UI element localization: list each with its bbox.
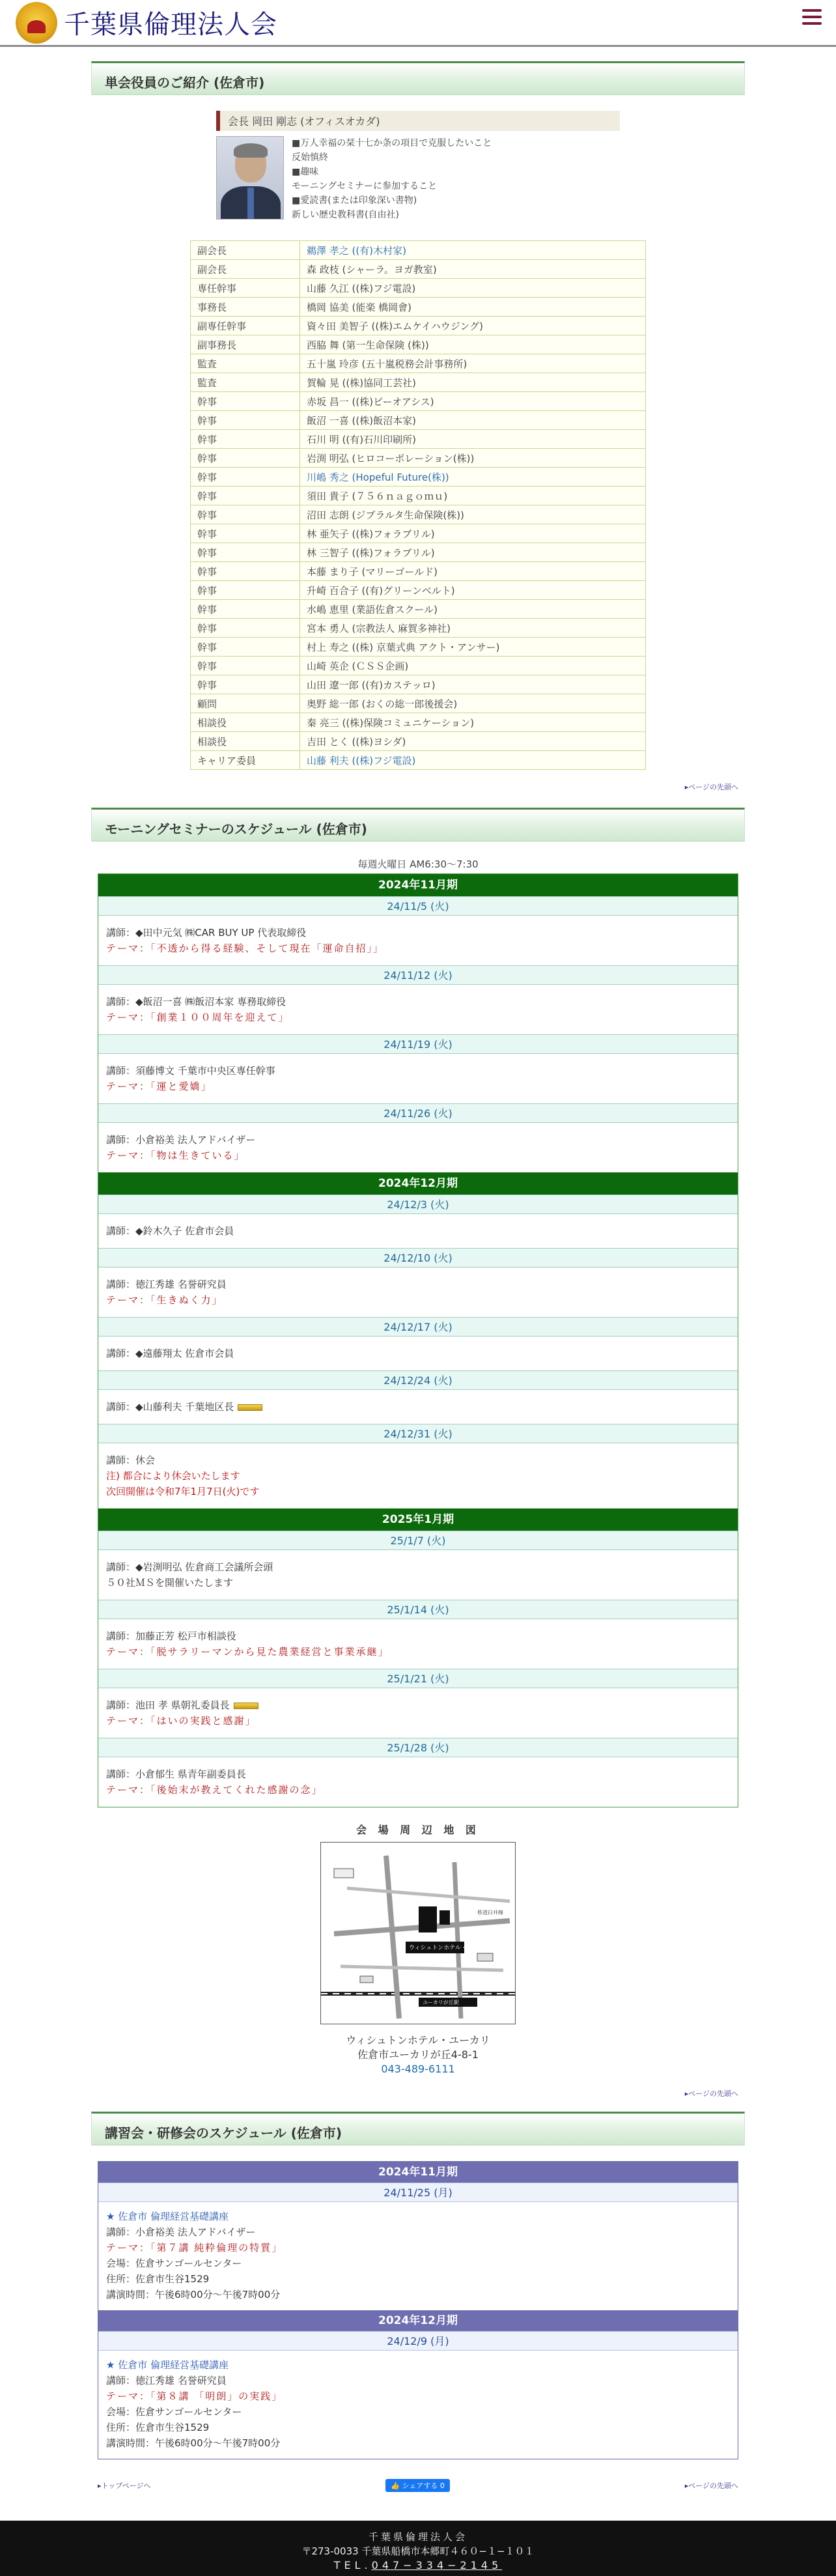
seminar-date: 24/11/19 (火) [98, 1034, 738, 1054]
officer-row [191, 562, 646, 581]
officer-role: 副会長 [191, 260, 300, 279]
seminar-line [106, 1713, 730, 1729]
lecture-address: 住所：佐倉市生谷1529 [106, 2273, 210, 2285]
seminar-month-heading: 2024年11月期 [98, 874, 738, 896]
officer-name: 本藤 まり子 (マリーゴールド) [300, 562, 646, 581]
seminar-date: 24/11/5 (火) [98, 896, 738, 916]
site-header [0, 0, 836, 47]
seminar-line [106, 1223, 730, 1239]
officer-role: 幹事 [191, 430, 300, 449]
seminar-section-title: モーニングセミナーのスケジュール (佐倉市) [91, 808, 745, 842]
rank-badge-icon [234, 1703, 258, 1709]
officer-name: 山崎 英企 (ＣＳＳ企画) [300, 657, 646, 675]
officer-row [191, 581, 646, 600]
seminar-line [106, 994, 730, 1010]
seminar-line-text: 講師：◆遠藤翔太 佐倉市会員 [106, 1348, 234, 1359]
bottom-nav [91, 2479, 745, 2492]
officer-name: 資々田 美智子 ((株)エムケイハウジング) [300, 317, 646, 335]
officer-name: 宮本 勇人 (宗教法人 麻賀多神社) [300, 619, 646, 638]
lecture-course: ★ 佐倉市 倫理経営基礎講座 [106, 2359, 229, 2371]
map-road-label: 県道臼井線 [477, 1910, 503, 1916]
seminar-entry [98, 1214, 738, 1248]
seminar-line [106, 1697, 730, 1713]
officer-row [191, 241, 646, 260]
officer-role: 相談役 [191, 713, 300, 732]
officer-name: 村上 寿之 ((株) 京葉式典 アクト・アンサー) [300, 638, 646, 657]
officer-row [191, 638, 646, 657]
officer-row [191, 335, 646, 354]
exec-section-title: 単会役員のご紹介 (佐倉市) [91, 61, 745, 95]
seminar-month-heading: 2024年12月期 [98, 1172, 738, 1195]
seminar-date: 25/1/28 (火) [98, 1738, 738, 1757]
officer-role: 幹事 [191, 543, 300, 562]
seminar-line-text: 講師：徳江秀雄 名誉研究員 [106, 1279, 227, 1290]
seminar-entry [98, 1443, 738, 1508]
seminar-line [106, 925, 730, 941]
officer-row [191, 354, 646, 373]
officer-row [191, 487, 646, 505]
seminar-line-text: テーマ：「はいの実践と感謝」 [106, 1715, 257, 1727]
seminar-entry [98, 916, 738, 965]
lecture-date: 24/12/9 (月) [98, 2331, 738, 2351]
officer-name: 森 政枝 (シャーラ。ヨガ教室) [300, 260, 646, 279]
officer-role: 事務長 [191, 298, 300, 317]
seminar-line [106, 1559, 730, 1575]
seminar-line [106, 1132, 730, 1148]
seminar-line [106, 1277, 730, 1292]
lecture-month-heading: 2024年12月期 [98, 2310, 738, 2331]
officer-role: 幹事 [191, 675, 300, 694]
seminar-line-text: テーマ：「後始末が教えてくれた感謝の念」 [106, 1784, 323, 1796]
officer-role: 幹事 [191, 638, 300, 657]
profile-line: ■趣味 [292, 167, 319, 177]
seminar-entry [98, 1337, 738, 1370]
seminar-line [106, 1010, 730, 1025]
lecture-theme: テーマ：「第８講 「明朗」の実践」 [106, 2390, 283, 2402]
seminar-date: 24/12/3 (火) [98, 1195, 738, 1214]
seminar-hours: 毎週火曜日 AM6:30〜7:30 [357, 858, 479, 870]
seminar-line [106, 1148, 730, 1163]
footer-tel-prefix: TEL [333, 2559, 365, 2571]
officer-row [191, 430, 646, 449]
seminar-line-text: 講師：須藤博文 千葉市中央区専任幹事 [106, 1065, 275, 1077]
profile-line: ■万人幸福の栞十七か条の項目で克服したいこと [292, 138, 492, 149]
seminar-line [106, 1484, 730, 1499]
seminar-date: 24/12/10 (火) [98, 1248, 738, 1267]
map-station-label: ユーカリが丘駅 [423, 2000, 459, 2005]
officer-row [191, 600, 646, 619]
venue-address: 佐倉市ユーカリが丘4-8-1 [357, 2048, 479, 2061]
officer-row [191, 298, 646, 317]
seminar-entry [98, 1390, 738, 1424]
officer-name: 升崎 百合子 ((有)グリーンベルト) [300, 581, 646, 600]
seminar-date: 25/1/21 (火) [98, 1669, 738, 1688]
seminar-line [106, 941, 730, 956]
lecture-speaker: 講師：徳江秀雄 名誉研究員 [106, 2375, 227, 2386]
rank-badge-icon [238, 1404, 262, 1411]
lecture-entry [98, 2202, 738, 2310]
officer-row [191, 373, 646, 392]
officer-role: 副専任幹事 [191, 317, 300, 335]
site-footer [0, 2521, 836, 2576]
officer-role: 幹事 [191, 468, 300, 487]
footer-tel-link[interactable]: 047−334−2145 [371, 2559, 503, 2571]
officer-role: 幹事 [191, 657, 300, 675]
seminar-line [106, 1575, 730, 1591]
venue-name: ウィシュトンホテル・ユーカリ [346, 2034, 490, 2046]
hamburger-menu-icon[interactable] [802, 9, 822, 29]
officer-role: 顧問 [191, 694, 300, 713]
seminar-line-text: 講師：加藤正芳 松戸市相談役 [106, 1630, 236, 1642]
lecture-theme: テーマ：「第７講 純粋倫理の特質」 [106, 2242, 283, 2254]
pagetop-link[interactable]: ▸ページの先頭へ [684, 783, 738, 791]
seminar-line [106, 1346, 730, 1361]
seminar-line [106, 1079, 730, 1094]
officer-name: 西脇 舞 (第一生命保険 (株)) [300, 335, 646, 354]
officer-role: 幹事 [191, 487, 300, 505]
seminar-line-text: 講師：休会 [106, 1454, 156, 1466]
seminar-line-text: 講師：◆山藤利夫 千葉地区長 [106, 1401, 234, 1413]
officer-name: 賀輪 晃 ((株)協同工芸社) [300, 373, 646, 392]
seminar-line-text: テーマ：「創業１００周年を迎えて」 [106, 1012, 290, 1023]
officer-name: 岩渕 明弘 (ヒロコーポレーション(株)) [300, 449, 646, 468]
officer-role: 幹事 [191, 619, 300, 638]
officer-row [191, 732, 646, 751]
officer-row [191, 694, 646, 713]
seminar-line-text: 講師：◆岩渕明弘 佐倉商工会議所会頭 [106, 1561, 273, 1573]
officer-name: 吉田 とく ((株)ヨシダ) [300, 732, 646, 751]
officer-row [191, 468, 646, 487]
officer-row [191, 657, 646, 675]
seminar-month-heading: 2025年1月期 [98, 1508, 738, 1531]
officer-name: 沼田 志朗 (ジブラルタ生命保険(株)) [300, 505, 646, 524]
officer-name: 秦 亮三 ((株)保険コミュニケーション) [300, 713, 646, 732]
seminar-entry [98, 1619, 738, 1669]
officer-row [191, 675, 646, 694]
officer-role: 副会長 [191, 241, 300, 260]
seminar-date: 25/1/14 (火) [98, 1600, 738, 1619]
president-profile [292, 136, 492, 222]
profile-line: 反始慎終 [292, 152, 328, 163]
seminar-line [106, 1628, 730, 1644]
footer-org-name: 千葉県倫理法人会 [368, 2531, 467, 2543]
officer-row [191, 392, 646, 411]
officer-row [191, 505, 646, 524]
seminar-line-text: 次回開催は令和7年1月7日(火)です [106, 1486, 260, 1497]
officer-role: 幹事 [191, 505, 300, 524]
pagetop-link[interactable]: ▸ページの先頭へ [684, 2482, 738, 2490]
officer-role: 幹事 [191, 524, 300, 543]
lecture-course: ★ 佐倉市 倫理経営基礎講座 [106, 2211, 229, 2222]
seminar-entry [98, 1550, 738, 1600]
officer-name: 石川 明 ((有)石川印刷所) [300, 430, 646, 449]
seminar-line-text: テーマ：「不透から得る経験、そして現在「運命自招」」 [106, 942, 385, 954]
officer-row [191, 543, 646, 562]
president-photo [216, 136, 284, 219]
seminar-entry [98, 1688, 738, 1738]
officer-role: 専任幹事 [191, 279, 300, 298]
officer-role: キャリア委員 [191, 751, 300, 770]
officer-role: 監査 [191, 373, 300, 392]
logo-emblem-icon[interactable] [16, 2, 57, 44]
seminar-line [106, 1644, 730, 1660]
map-caption: 会 場 周 辺 地 図 [356, 1824, 480, 1836]
lecture-entry [98, 2351, 738, 2459]
officer-role: 幹事 [191, 392, 300, 411]
seminar-entry [98, 1123, 738, 1172]
seminar-entry [98, 1267, 738, 1317]
seminar-line [106, 1063, 730, 1079]
officer-row [191, 524, 646, 543]
officer-name: 赤坂 昌一 ((株)ピーオアシス) [300, 392, 646, 411]
site-name[interactable]: 千葉県倫理法人会 [64, 10, 277, 40]
officer-role: 幹事 [191, 600, 300, 619]
officer-role: 幹事 [191, 562, 300, 581]
officer-role: 監査 [191, 354, 300, 373]
seminar-schedule [98, 873, 738, 1807]
pagetop-link[interactable]: ▸ページの先頭へ [684, 2089, 738, 2098]
lecture-section-title: 講習会・研修会のスケジュール (佐倉市) [91, 2112, 745, 2145]
seminar-entry [98, 1054, 738, 1103]
seminar-date: 25/1/7 (火) [98, 1531, 738, 1550]
seminar-line [106, 1782, 730, 1798]
officer-name[interactable]: 山藤 利夫 ((株)フジ電設) [300, 751, 646, 770]
seminar-line-text: テーマ：「物は生きている」 [106, 1150, 245, 1161]
profile-line: ■愛読書(または印象深い書物) [292, 195, 417, 206]
top-page-link[interactable]: ▸トップページへ [98, 2482, 151, 2490]
seminar-entry [98, 985, 738, 1034]
venue-tel-link[interactable]: 043-489-6111 [381, 2063, 455, 2075]
officer-name: 水嶋 恵里 (業語佐倉スクール) [300, 600, 646, 619]
officer-role: 幹事 [191, 449, 300, 468]
seminar-line-text: 注) 都合により休会いたします [106, 1470, 240, 1482]
officer-name: 飯沼 一喜 ((株)飯沼本家) [300, 411, 646, 430]
venue-map-drawing [321, 1843, 516, 2024]
lecture-address: 住所：佐倉市生谷1529 [106, 2422, 210, 2433]
seminar-line [106, 1468, 730, 1484]
officer-name: 山田 遼一郎 ((有)カステッロ) [300, 675, 646, 694]
seminar-date: 24/12/31 (火) [98, 1424, 738, 1443]
officer-name: 林 三智子 ((株)フォラブリル) [300, 543, 646, 562]
facebook-share-button[interactable]: 👍 シェアする 0 [385, 2479, 449, 2492]
seminar-line-text: 講師：◆田中元気 ㈱CAR BUY UP 代表取締役 [106, 927, 307, 939]
profile-line: モーニングセミナーに参加すること [292, 181, 438, 191]
seminar-line-text: テーマ：「生きぬく力」 [106, 1294, 223, 1306]
seminar-date: 24/11/26 (火) [98, 1103, 738, 1123]
officer-name: 林 亜矢子 ((株)フォラブリル) [300, 524, 646, 543]
lecture-venue: 会場：佐倉サンゴールセンター [106, 2406, 242, 2418]
seminar-line [106, 1766, 730, 1782]
seminar-line [106, 1452, 730, 1468]
officer-name: 奥野 総一郎 (おくの総一郎後援会) [300, 694, 646, 713]
president-card [216, 111, 620, 222]
officer-row [191, 751, 646, 770]
seminar-line-text: 講師：小倉裕美 法人アドバイザー [106, 1134, 256, 1146]
officer-row [191, 713, 646, 732]
officer-row [191, 260, 646, 279]
seminar-line-text: テーマ：「運と愛嬌」 [106, 1081, 212, 1092]
president-heading: 会長 岡田 剛志 (オフィスオカダ) [216, 111, 620, 131]
officer-row [191, 411, 646, 430]
officers-table [190, 240, 646, 770]
footer-tel: TEL.047−334−2145 [333, 2559, 503, 2571]
seminar-entry [98, 1757, 738, 1807]
venue-map [320, 1842, 516, 2024]
seminar-line-text: 講師：◆飯沼一喜 ㈱飯沼本家 専務取締役 [106, 996, 286, 1008]
lecture-month-heading: 2024年11月期 [98, 2162, 738, 2183]
seminar-line [106, 1292, 730, 1308]
officer-name[interactable]: 川嶋 秀之 (Hopeful Future(株)) [300, 468, 646, 487]
profile-line: 新しい歴史教科書(自由社) [292, 210, 399, 220]
seminar-line-text: ５０社ＭＳを開催いたします [106, 1577, 234, 1589]
lecture-speaker: 講師：小倉裕美 法人アドバイザー [106, 2226, 256, 2238]
officer-name[interactable]: 鵜澤 孝之 ((有)木村家) [300, 241, 646, 260]
officer-role: 相談役 [191, 732, 300, 751]
lecture-time: 講演時間：午後6時00分〜午後7時00分 [106, 2289, 281, 2300]
seminar-line-text: 講師：池田 孝 県朝礼委員長 [106, 1699, 230, 1711]
map-hotel-label: ウィシュトンホテル・ユーカリ [409, 1945, 490, 1951]
officer-name: 五十嵐 玲彦 (五十嵐税務会計事務所) [300, 354, 646, 373]
officer-role: 副事務長 [191, 335, 300, 354]
seminar-line-text: 講師：◆鈴木久子 佐倉市会員 [106, 1225, 234, 1237]
seminar-date: 24/12/17 (火) [98, 1317, 738, 1337]
officer-row [191, 449, 646, 468]
lecture-date: 24/11/25 (月) [98, 2183, 738, 2202]
seminar-line-text: テーマ：「脱サラリーマンから見た農業経営と事業承継」 [106, 1646, 389, 1658]
thumbs-up-icon: 👍 [391, 2482, 402, 2490]
venue-info [91, 2033, 745, 2076]
officer-name: 山藤 久江 ((株)フジ電設) [300, 279, 646, 298]
officer-role: 幹事 [191, 581, 300, 600]
officer-name: 橋岡 協美 (能楽 橋岡會) [300, 298, 646, 317]
seminar-line-text: 講師：小倉郁生 県青年副委員長 [106, 1768, 246, 1780]
footer-address: 〒273-0033 千葉県船橋市本郷町４６０−１−１０１ [301, 2545, 535, 2557]
officer-row [191, 619, 646, 638]
lecture-time: 講演時間：午後6時00分〜午後7時00分 [106, 2437, 281, 2449]
officer-row [191, 317, 646, 335]
lecture-schedule [98, 2161, 738, 2459]
officer-row [191, 279, 646, 298]
seminar-line [106, 1399, 730, 1415]
seminar-date: 24/12/24 (火) [98, 1370, 738, 1390]
lecture-venue: 会場：佐倉サンゴールセンター [106, 2258, 242, 2269]
officer-name: 須田 貴子 (７５６ｎａｇｏｍｕ) [300, 487, 646, 505]
officer-role: 幹事 [191, 411, 300, 430]
seminar-date: 24/11/12 (火) [98, 965, 738, 985]
